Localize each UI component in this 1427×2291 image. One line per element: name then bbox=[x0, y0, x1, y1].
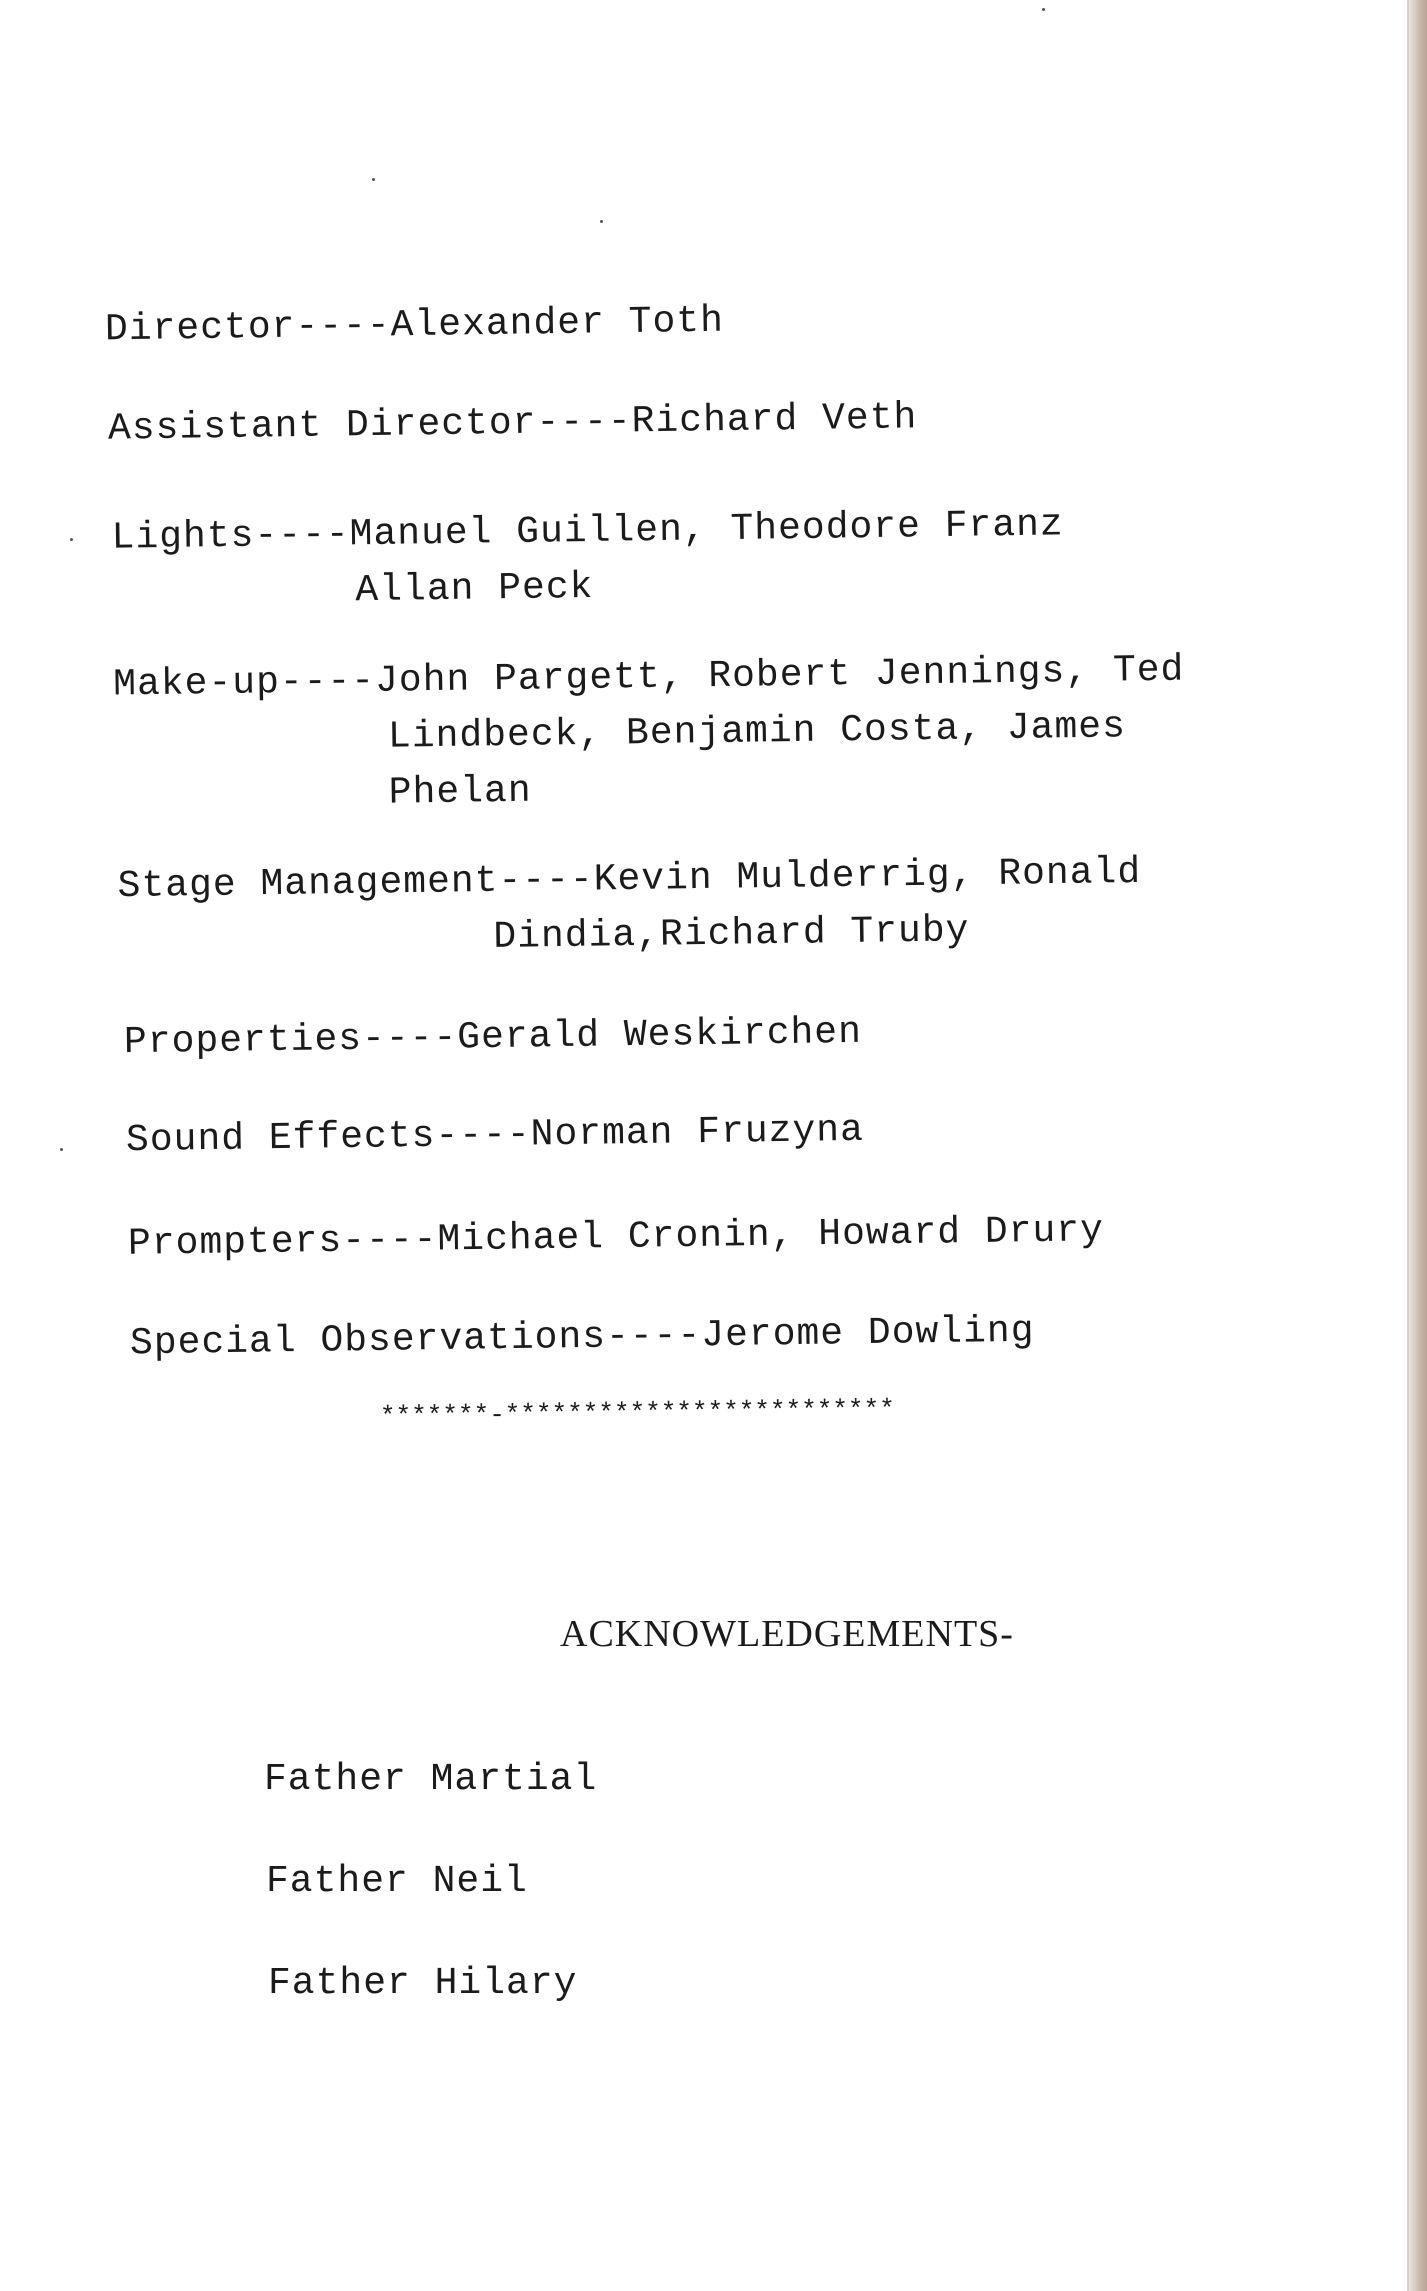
credit-names: Kevin Mulderrig, Ronald bbox=[593, 850, 1142, 902]
credit-names: Richard Veth bbox=[631, 396, 918, 444]
credit-names-continued: Phelan bbox=[388, 769, 532, 815]
credit-properties bbox=[124, 1005, 863, 1071]
credit-make-up bbox=[113, 643, 1186, 826]
credit-separator: ---- bbox=[341, 1218, 438, 1263]
credit-role: Assistant Director bbox=[107, 401, 537, 451]
acknowledgements-heading: ACKNOWLEDGEMENTS- bbox=[560, 1613, 1014, 1655]
credit-prompters bbox=[128, 1203, 1105, 1273]
credit-separator: ---- bbox=[498, 858, 594, 903]
credit-separator: ---- bbox=[435, 1113, 531, 1158]
credit-lights bbox=[111, 497, 1065, 622]
credit-separator: ---- bbox=[295, 304, 391, 349]
acknowledgement-item: Father Neil bbox=[266, 1860, 528, 1903]
credit-names: John Pargett, Robert Jennings, Ted bbox=[374, 648, 1185, 703]
credit-role: Sound Effects bbox=[125, 1114, 436, 1163]
acknowledgement-item: Father Martial bbox=[264, 1758, 598, 1801]
credit-names: Norman Fruzyna bbox=[530, 1108, 865, 1157]
credit-separator: ---- bbox=[605, 1314, 702, 1359]
credit-sound-effects bbox=[126, 1103, 865, 1169]
credit-separator: ---- bbox=[536, 400, 632, 445]
paper-edge bbox=[1409, 0, 1427, 2291]
paper-speck bbox=[60, 1148, 63, 1151]
credit-role: Special Observations bbox=[129, 1315, 607, 1366]
credit-separator: ---- bbox=[254, 513, 350, 558]
paper-speck bbox=[70, 538, 73, 541]
credit-role: Lights bbox=[111, 514, 255, 560]
credit-names-continued: Allan Peck bbox=[355, 565, 594, 613]
credit-names: Jerome Dowling bbox=[700, 1309, 1035, 1358]
credit-names: Michael Cronin, Howard Drury bbox=[437, 1209, 1105, 1262]
acknowledgement-item: Father Hilary bbox=[268, 1962, 578, 2005]
credit-role: Prompters bbox=[127, 1219, 343, 1266]
paper-speck bbox=[372, 178, 375, 181]
credit-separator: ---- bbox=[361, 1016, 458, 1061]
credit-names: Alexander Toth bbox=[390, 299, 725, 348]
credit-names: Gerald Weskirchen bbox=[456, 1010, 863, 1060]
credit-names-continued: Dindia,Richard Truby bbox=[493, 909, 970, 959]
paper-speck bbox=[600, 220, 603, 223]
credit-names: Manuel Guillen, Theodore Franz bbox=[349, 503, 1065, 557]
credit-stage-management bbox=[117, 845, 1142, 971]
credit-assistant-director bbox=[108, 390, 918, 457]
credit-role: Director bbox=[104, 305, 296, 352]
credit-role: Stage Management bbox=[117, 859, 499, 909]
paper-speck bbox=[1042, 8, 1045, 11]
credit-special-observations bbox=[130, 1304, 1035, 1373]
credit-separator: ---- bbox=[279, 659, 376, 705]
credit-names-continued: Lindbeck, Benjamin Costa, James bbox=[387, 705, 1127, 759]
credit-role: Make-up bbox=[112, 661, 281, 707]
credit-role: Properties bbox=[123, 1017, 363, 1065]
asterisk-divider: *******-************************* bbox=[379, 1394, 896, 1432]
credit-director bbox=[105, 294, 725, 359]
